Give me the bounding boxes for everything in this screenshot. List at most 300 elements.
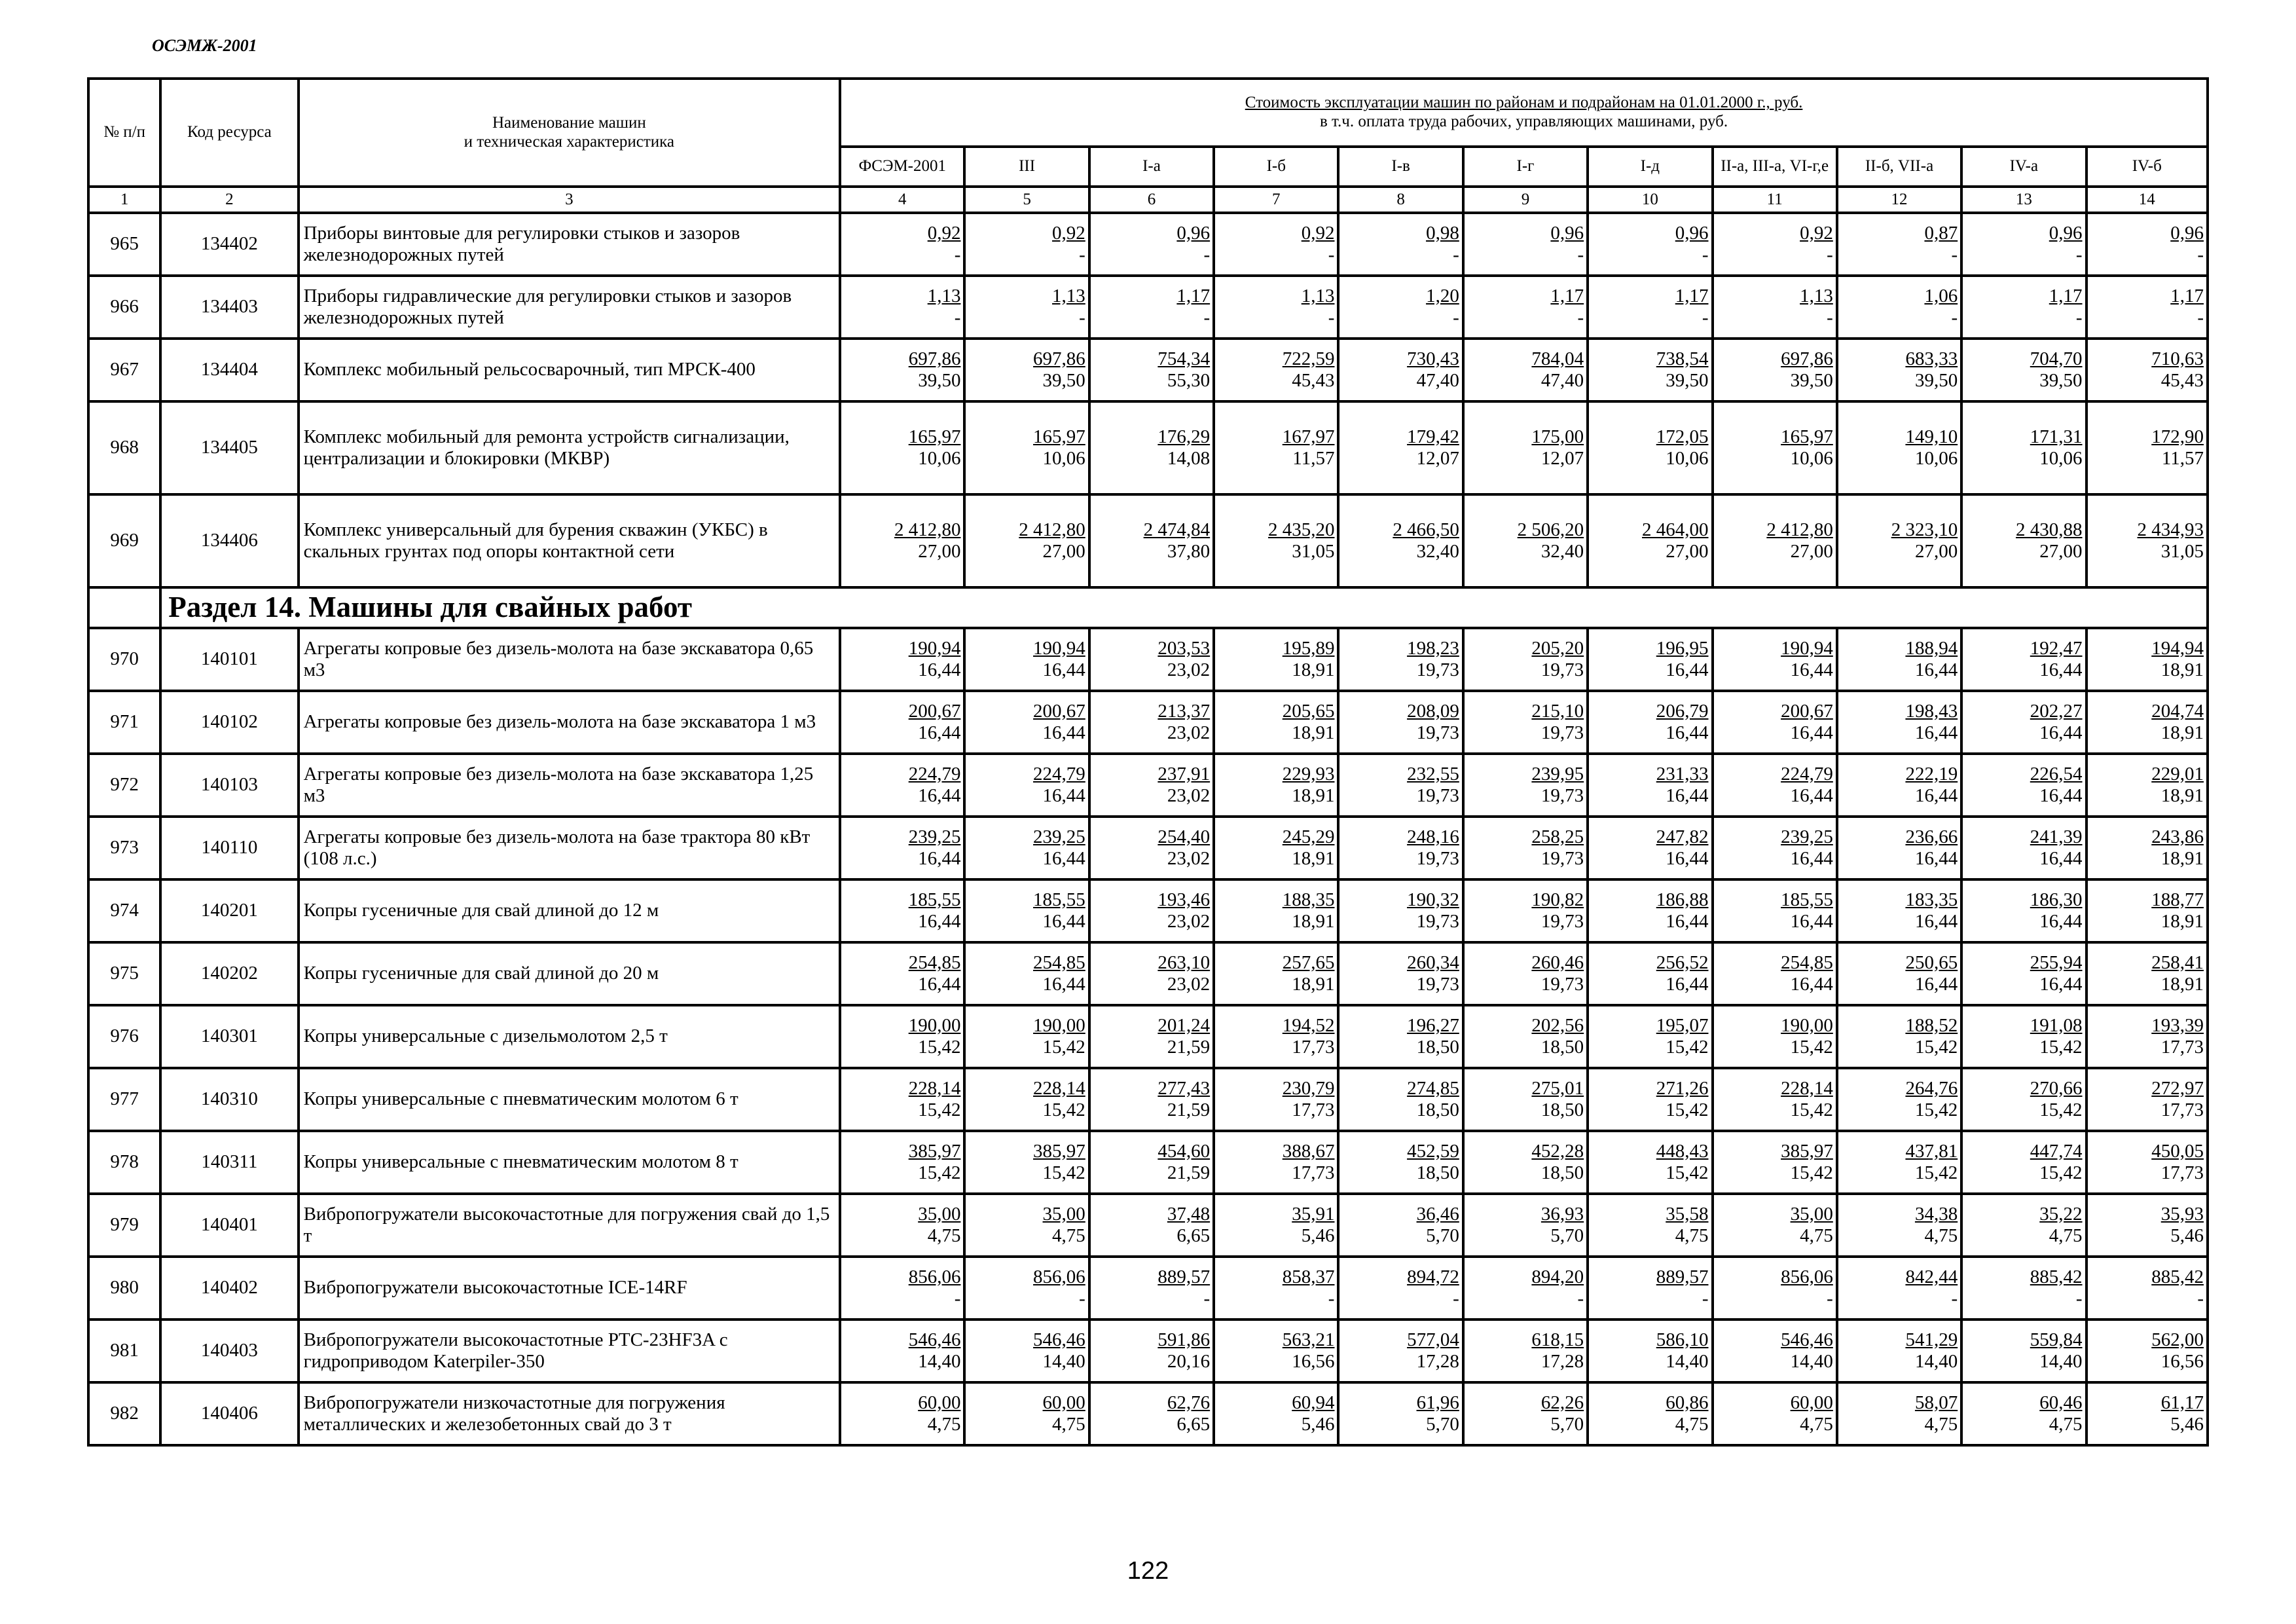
cost-cell xyxy=(1463,1382,1588,1445)
cost-cell xyxy=(2086,1257,2208,1320)
operating-cost: 200,67 xyxy=(1033,700,1085,722)
labor-cost: 16,44 xyxy=(918,722,961,743)
cost-cell xyxy=(1338,879,1463,942)
labor-cost: 16,44 xyxy=(1042,848,1085,869)
cost-cell xyxy=(1214,817,1338,879)
labor-cost: 16,44 xyxy=(918,785,961,806)
machine-name: Комплекс мобильный для ремонта устройств сигнализации, централизации и блокировки (МКВР) xyxy=(299,401,841,494)
column-number: 5 xyxy=(964,187,1089,213)
machine-name: Вибропогружатели высокочастотные ICE-14RF xyxy=(299,1257,841,1320)
cost-cell xyxy=(1837,1131,1961,1194)
operating-cost: 60,00 xyxy=(1042,1392,1085,1413)
operating-cost: 185,55 xyxy=(908,889,961,910)
cost-cell xyxy=(1588,691,1712,754)
operating-cost: 754,34 xyxy=(1157,348,1211,369)
column-number: 12 xyxy=(1837,187,1961,213)
labor-cost: 15,42 xyxy=(918,1037,961,1058)
cost-cell xyxy=(1338,1257,1463,1320)
cost-cell xyxy=(2086,401,2208,494)
cost-cell xyxy=(1713,276,1837,339)
cost-cell xyxy=(1338,1194,1463,1257)
operating-cost: 2 435,20 xyxy=(1267,519,1335,540)
labor-cost: 15,42 xyxy=(2039,1037,2083,1058)
cost-cell xyxy=(964,691,1089,754)
cost-cell xyxy=(1961,879,2086,942)
operating-cost: 250,65 xyxy=(1905,951,1958,973)
machine-name: Вибропогружатели низкочастотные для погружения металлических и железобетонных свай до 3 т xyxy=(299,1382,841,1445)
operating-cost: 683,33 xyxy=(1905,348,1958,369)
labor-cost: 5,70 xyxy=(1426,1225,1459,1246)
cost-cell xyxy=(1713,691,1837,754)
operating-cost: 2 412,80 xyxy=(1019,519,1085,540)
header-cost-line2: в т.ч. оплата труда рабочих, управляющих машинами, руб. xyxy=(1319,113,1728,130)
machine-name: Комплекс универсальный для бурения скважин (УКБС) в скальных грунтах под опоры контактной сети xyxy=(299,494,841,587)
labor-cost: 16,56 xyxy=(2160,1351,2204,1372)
cost-cell xyxy=(1214,879,1338,942)
labor-cost: 18,91 xyxy=(2160,785,2204,806)
operating-cost: 586,10 xyxy=(1656,1329,1709,1350)
labor-cost: 17,28 xyxy=(1416,1351,1459,1372)
cost-cell xyxy=(1961,691,2086,754)
cost-cell xyxy=(1089,276,1214,339)
labor-cost: 18,91 xyxy=(2160,911,2204,932)
column-number: 7 xyxy=(1214,187,1338,213)
operating-cost: 60,00 xyxy=(1790,1392,1833,1413)
cost-cell xyxy=(1713,213,1837,276)
labor-cost: 21,59 xyxy=(1167,1162,1211,1183)
cost-cell xyxy=(1713,1194,1837,1257)
labor-cost: 19,73 xyxy=(1416,848,1459,869)
operating-cost: 239,25 xyxy=(1033,826,1085,847)
operating-cost: 275,01 xyxy=(1531,1077,1584,1099)
labor-cost: 39,50 xyxy=(1042,370,1085,391)
row-number: 968 xyxy=(88,401,160,494)
operating-cost: 2 412,80 xyxy=(894,519,961,540)
operating-cost: 738,54 xyxy=(1656,348,1709,369)
cost-cell xyxy=(2086,691,2208,754)
cost-cell xyxy=(1214,401,1338,494)
labor-cost: 21,59 xyxy=(1167,1037,1211,1058)
labor-cost: 19,73 xyxy=(1540,974,1584,995)
cost-cell xyxy=(1837,401,1961,494)
table-row xyxy=(88,879,2208,942)
cost-cell xyxy=(2086,213,2208,276)
operating-cost: 229,01 xyxy=(2151,763,2204,784)
labor-cost: - xyxy=(1453,307,1459,328)
labor-cost: 19,73 xyxy=(1416,722,1459,743)
operating-cost: 226,54 xyxy=(2030,763,2083,784)
row-number: 980 xyxy=(88,1257,160,1320)
cost-cell xyxy=(1713,1320,1837,1382)
cost-cell xyxy=(1089,401,1214,494)
cost-cell xyxy=(1463,1131,1588,1194)
resource-code: 140110 xyxy=(160,817,298,879)
cost-cell xyxy=(1837,754,1961,817)
cost-cell xyxy=(1588,1194,1712,1257)
cost-cell xyxy=(1961,1382,2086,1445)
operating-cost: 2 464,00 xyxy=(1642,519,1709,540)
machine-name: Копры гусеничные для свай длиной до 12 м xyxy=(299,879,841,942)
labor-cost: 18,50 xyxy=(1416,1037,1459,1058)
table-row xyxy=(88,628,2208,691)
labor-cost: 10,06 xyxy=(1790,448,1833,469)
operating-cost: 35,58 xyxy=(1666,1203,1709,1225)
labor-cost: 16,44 xyxy=(1666,659,1709,680)
labor-cost: 23,02 xyxy=(1167,785,1211,806)
operating-cost: 889,57 xyxy=(1157,1266,1211,1287)
header-code: Код ресурса xyxy=(160,79,298,187)
labor-cost: - xyxy=(2075,1288,2083,1309)
region-header: I-б xyxy=(1214,147,1338,187)
region-header: I-д xyxy=(1588,147,1712,187)
operating-cost: 546,46 xyxy=(1781,1329,1833,1350)
operating-cost: 186,88 xyxy=(1656,889,1709,910)
cost-cell xyxy=(964,1068,1089,1131)
labor-cost: 4,75 xyxy=(1052,1225,1085,1246)
row-number: 969 xyxy=(88,494,160,587)
operating-cost: 452,28 xyxy=(1531,1140,1584,1162)
operating-cost: 239,95 xyxy=(1531,763,1584,784)
operating-cost: 224,79 xyxy=(908,763,961,784)
cost-cell xyxy=(2086,879,2208,942)
region-header: IV-а xyxy=(1961,147,2086,187)
labor-cost: 18,91 xyxy=(2160,659,2204,680)
labor-cost: 16,44 xyxy=(1666,722,1709,743)
cost-cell xyxy=(1961,339,2086,401)
operating-cost: 60,46 xyxy=(2039,1392,2083,1413)
labor-cost: 16,44 xyxy=(918,659,961,680)
operating-cost: 2 412,80 xyxy=(1766,519,1833,540)
labor-cost: 16,44 xyxy=(1790,659,1833,680)
labor-cost: 18,91 xyxy=(1292,848,1335,869)
operating-cost: 188,77 xyxy=(2151,889,2204,910)
cost-cell xyxy=(1338,1131,1463,1194)
labor-cost: 39,50 xyxy=(1790,370,1833,391)
labor-cost: 16,44 xyxy=(1666,848,1709,869)
operating-cost: 254,85 xyxy=(908,951,961,973)
cost-cell xyxy=(2086,494,2208,587)
operating-cost: 1,17 xyxy=(1550,285,1584,306)
labor-cost: - xyxy=(1951,307,1958,328)
operating-cost: 1,17 xyxy=(2170,285,2204,306)
labor-cost: 39,50 xyxy=(2039,370,2083,391)
labor-cost: 15,42 xyxy=(1914,1037,1958,1058)
operating-cost: 272,97 xyxy=(2151,1077,2204,1099)
labor-cost: - xyxy=(1702,307,1709,328)
cost-cell xyxy=(1214,1194,1338,1257)
operating-cost: 385,97 xyxy=(1033,1140,1085,1162)
operating-cost: 35,00 xyxy=(1042,1203,1085,1225)
cost-cell xyxy=(1588,494,1712,587)
labor-cost: 16,44 xyxy=(1914,659,1958,680)
labor-cost: 5,70 xyxy=(1426,1414,1459,1435)
labor-cost: 4,75 xyxy=(2049,1225,2083,1246)
cost-cell xyxy=(1961,628,2086,691)
operating-cost: 243,86 xyxy=(2151,826,2204,847)
operating-cost: 190,32 xyxy=(1407,889,1459,910)
operating-cost: 35,00 xyxy=(1790,1203,1833,1225)
labor-cost: 15,42 xyxy=(1914,1162,1958,1183)
labor-cost: 4,75 xyxy=(1924,1225,1958,1246)
cost-cell xyxy=(1588,1257,1712,1320)
cost-cell xyxy=(2086,1068,2208,1131)
operating-cost: 1,13 xyxy=(1052,285,1085,306)
operating-cost: 165,97 xyxy=(1781,426,1833,447)
operating-cost: 190,00 xyxy=(908,1014,961,1036)
labor-cost: - xyxy=(1328,244,1335,265)
labor-cost: - xyxy=(954,244,961,265)
cost-cell xyxy=(1837,1320,1961,1382)
cost-cell xyxy=(1089,628,1214,691)
cost-cell xyxy=(1837,1068,1961,1131)
operating-cost: 697,86 xyxy=(908,348,961,369)
cost-cell xyxy=(1588,1068,1712,1131)
operating-cost: 213,37 xyxy=(1157,700,1211,722)
cost-cell xyxy=(1214,339,1338,401)
cost-cell xyxy=(840,1382,964,1445)
labor-cost: 16,44 xyxy=(2039,722,2083,743)
operating-cost: 236,66 xyxy=(1905,826,1958,847)
labor-cost: - xyxy=(1203,1288,1211,1309)
labor-cost: 16,44 xyxy=(2039,785,2083,806)
operating-cost: 1,17 xyxy=(1176,285,1211,306)
operating-cost: 190,94 xyxy=(1781,637,1833,659)
cost-cell xyxy=(1089,1005,1214,1068)
operating-cost: 62,76 xyxy=(1167,1392,1211,1413)
labor-cost: 12,07 xyxy=(1540,448,1584,469)
cost-cell xyxy=(1089,213,1214,276)
labor-cost: 4,75 xyxy=(927,1414,961,1435)
cost-cell xyxy=(964,213,1089,276)
operating-cost: 710,63 xyxy=(2151,348,2204,369)
cost-cell xyxy=(1837,494,1961,587)
cost-cell xyxy=(840,817,964,879)
labor-cost: 4,75 xyxy=(1924,1414,1958,1435)
row-number: 974 xyxy=(88,879,160,942)
row-number: 967 xyxy=(88,339,160,401)
labor-cost: - xyxy=(1079,307,1085,328)
labor-cost: 23,02 xyxy=(1167,848,1211,869)
header-name xyxy=(299,79,841,187)
labor-cost: 17,73 xyxy=(1292,1099,1335,1120)
cost-cell xyxy=(964,1194,1089,1257)
labor-cost: 27,00 xyxy=(1666,541,1709,562)
cost-cell xyxy=(1214,754,1338,817)
cost-cell xyxy=(964,879,1089,942)
labor-cost: 4,75 xyxy=(2049,1414,2083,1435)
region-header: II-б, VII-а xyxy=(1837,147,1961,187)
labor-cost: 45,43 xyxy=(2160,370,2204,391)
cost-cell xyxy=(1837,1257,1961,1320)
labor-cost: - xyxy=(1577,244,1584,265)
operating-cost: 563,21 xyxy=(1282,1329,1335,1350)
row-number: 966 xyxy=(88,276,160,339)
cost-cell xyxy=(1214,1068,1338,1131)
operating-cost: 2 466,50 xyxy=(1393,519,1459,540)
labor-cost: 17,73 xyxy=(2160,1162,2204,1183)
operating-cost: 591,86 xyxy=(1157,1329,1211,1350)
labor-cost: 16,44 xyxy=(918,974,961,995)
operating-cost: 61,96 xyxy=(1416,1392,1459,1413)
column-number: 11 xyxy=(1713,187,1837,213)
operating-cost: 856,06 xyxy=(1033,1266,1085,1287)
cost-cell xyxy=(1214,1320,1338,1382)
cost-cell xyxy=(1214,1257,1338,1320)
labor-cost: 15,42 xyxy=(1666,1037,1709,1058)
machine-name: Копры универсальные с дизельмолотом 2,5 т xyxy=(299,1005,841,1068)
operating-cost: 171,31 xyxy=(2030,426,2083,447)
cost-cell xyxy=(1338,817,1463,879)
cost-cell xyxy=(1961,1068,2086,1131)
labor-cost: - xyxy=(1702,1288,1709,1309)
labor-cost: 4,75 xyxy=(927,1225,961,1246)
labor-cost: - xyxy=(1702,244,1709,265)
operating-cost: 185,55 xyxy=(1033,889,1085,910)
cost-cell xyxy=(1089,494,1214,587)
machine-name: Агрегаты копровые без дизель-молота на базе экскаватора 1,25 м3 xyxy=(299,754,841,817)
operating-cost: 176,29 xyxy=(1157,426,1211,447)
cost-cell xyxy=(840,754,964,817)
labor-cost: 19,73 xyxy=(1540,848,1584,869)
cost-cell xyxy=(964,1131,1089,1194)
operating-cost: 188,94 xyxy=(1905,637,1958,659)
cost-cell xyxy=(840,494,964,587)
labor-cost: - xyxy=(1827,1288,1833,1309)
operating-cost: 202,56 xyxy=(1531,1014,1584,1036)
operating-cost: 224,79 xyxy=(1033,763,1085,784)
operating-cost: 36,93 xyxy=(1540,1203,1584,1225)
labor-cost: 23,02 xyxy=(1167,659,1211,680)
column-number: 3 xyxy=(299,187,841,213)
labor-cost: 15,42 xyxy=(1666,1162,1709,1183)
cost-cell xyxy=(1089,754,1214,817)
operating-cost: 228,14 xyxy=(908,1077,961,1099)
labor-cost: 18,91 xyxy=(2160,722,2204,743)
operating-cost: 198,23 xyxy=(1407,637,1459,659)
labor-cost: 16,44 xyxy=(2039,974,2083,995)
operating-cost: 2 474,84 xyxy=(1143,519,1211,540)
labor-cost: 11,57 xyxy=(2161,448,2204,469)
cost-cell xyxy=(1837,691,1961,754)
labor-cost: 32,40 xyxy=(1416,541,1459,562)
labor-cost: 15,42 xyxy=(1790,1162,1833,1183)
cost-cell xyxy=(1089,691,1214,754)
cost-cell xyxy=(1214,1382,1338,1445)
labor-cost: - xyxy=(1827,307,1833,328)
machine-name: Агрегаты копровые без дизель-молота на базе экскаватора 0,65 м3 xyxy=(299,628,841,691)
resource-code: 140102 xyxy=(160,691,298,754)
operating-cost: 60,00 xyxy=(918,1392,961,1413)
labor-cost: - xyxy=(1203,244,1211,265)
labor-cost: 6,65 xyxy=(1176,1414,1211,1435)
cost-cell xyxy=(1837,879,1961,942)
cost-cell xyxy=(1463,1068,1588,1131)
resource-code: 140403 xyxy=(160,1320,298,1382)
cost-cell xyxy=(1713,1257,1837,1320)
operating-cost: 0,96 xyxy=(1176,222,1211,244)
operating-cost: 260,34 xyxy=(1407,951,1459,973)
labor-cost: 18,91 xyxy=(1292,722,1335,743)
labor-cost: 14,40 xyxy=(1666,1351,1709,1372)
operating-cost: 697,86 xyxy=(1033,348,1085,369)
labor-cost: 14,40 xyxy=(1042,1351,1085,1372)
cost-cell xyxy=(1214,1131,1338,1194)
labor-cost: 5,46 xyxy=(1301,1225,1335,1246)
cost-cell xyxy=(1588,1382,1712,1445)
labor-cost: 19,73 xyxy=(1540,722,1584,743)
table-row xyxy=(88,691,2208,754)
operating-cost: 277,43 xyxy=(1157,1077,1211,1099)
cost-cell xyxy=(1089,339,1214,401)
cost-cell xyxy=(1089,879,1214,942)
labor-cost: 19,73 xyxy=(1416,659,1459,680)
machine-name: Приборы винтовые для регулировки стыков и зазоров железнодорожных путей xyxy=(299,213,841,276)
cost-cell xyxy=(1961,1194,2086,1257)
operating-cost: 179,42 xyxy=(1407,426,1459,447)
operating-cost: 185,55 xyxy=(1781,889,1833,910)
operating-cost: 194,94 xyxy=(2151,637,2204,659)
header-cost-line1: Стоимость эксплуатации машин по районам и подрайонам на 01.01.2000 г., руб. xyxy=(1245,94,1803,112)
operating-cost: 258,25 xyxy=(1531,826,1584,847)
table-row xyxy=(88,494,2208,587)
cost-cell xyxy=(1338,1382,1463,1445)
operating-cost: 270,66 xyxy=(2030,1077,2083,1099)
labor-cost: 47,40 xyxy=(1416,370,1459,391)
operating-cost: 452,59 xyxy=(1407,1140,1459,1162)
operating-cost: 237,91 xyxy=(1157,763,1211,784)
labor-cost: 16,44 xyxy=(2039,659,2083,680)
resource-code: 140310 xyxy=(160,1068,298,1131)
cost-cell xyxy=(1713,942,1837,1005)
row-number: 976 xyxy=(88,1005,160,1068)
labor-cost: 39,50 xyxy=(918,370,961,391)
cost-cell xyxy=(1713,879,1837,942)
operating-cost: 274,85 xyxy=(1407,1077,1459,1099)
labor-cost: - xyxy=(1951,244,1958,265)
header-num: № п/п xyxy=(88,79,160,187)
labor-cost: - xyxy=(1328,1288,1335,1309)
labor-cost: 18,91 xyxy=(1292,785,1335,806)
labor-cost: 19,73 xyxy=(1416,785,1459,806)
labor-cost: - xyxy=(2075,244,2083,265)
operating-cost: 258,41 xyxy=(2151,951,2204,973)
document-code: ОСЭМЖ-2001 xyxy=(152,36,257,55)
cost-cell xyxy=(1089,1131,1214,1194)
labor-cost: 27,00 xyxy=(2039,541,2083,562)
operating-cost: 195,07 xyxy=(1656,1014,1709,1036)
cost-cell xyxy=(1713,628,1837,691)
labor-cost: 31,05 xyxy=(2160,541,2204,562)
cost-cell xyxy=(840,276,964,339)
cost-cell xyxy=(1713,494,1837,587)
cost-cell xyxy=(1089,942,1214,1005)
labor-cost: 16,44 xyxy=(1042,659,1085,680)
labor-cost: 14,40 xyxy=(2039,1351,2083,1372)
labor-cost: 17,73 xyxy=(2160,1099,2204,1120)
cost-cell xyxy=(1463,691,1588,754)
labor-cost: 32,40 xyxy=(1540,541,1584,562)
labor-cost: 15,42 xyxy=(1042,1162,1085,1183)
cost-cell xyxy=(840,401,964,494)
cost-cell xyxy=(1588,817,1712,879)
operating-cost: 165,97 xyxy=(908,426,961,447)
row-number: 973 xyxy=(88,817,160,879)
resource-code: 140201 xyxy=(160,879,298,942)
operating-cost: 894,20 xyxy=(1531,1266,1584,1287)
cost-cell xyxy=(1338,401,1463,494)
operating-cost: 704,70 xyxy=(2030,348,2083,369)
row-number: 979 xyxy=(88,1194,160,1257)
